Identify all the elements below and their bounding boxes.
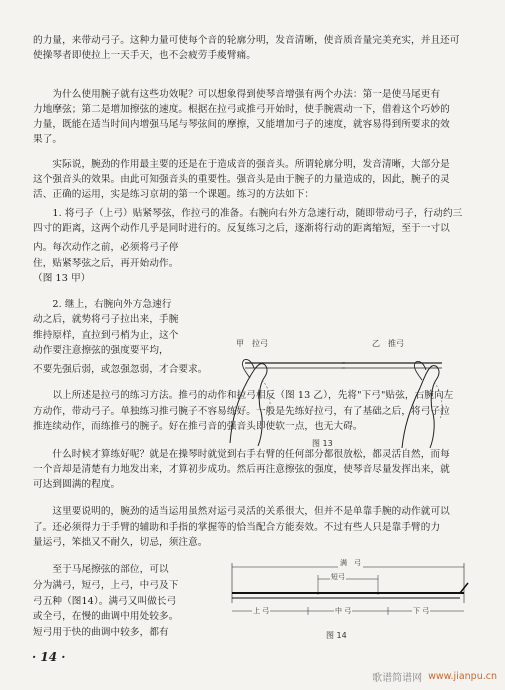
fig13-left-drawing xyxy=(220,348,350,458)
text-line: 推连续动作，而练推弓的腕子。好在推弓音的强音头即使软一点，也无大碍。 xyxy=(33,421,363,432)
finger-outline xyxy=(242,359,254,378)
text-line: 或全弓，在慢的曲调中用处较多。 xyxy=(33,611,179,622)
text-line: 方动作，带动弓子。单独练习推弓腕子不容易练好。一般是先练好拉弓，有了基础之后，将弓子拉 xyxy=(33,406,450,417)
text-line: 四寸的距离，这两个动作几乎是同时进行的。反复练习之后，逐渐将行动的距离缩短，至于一寸以 xyxy=(33,223,450,234)
fig14-label-full: 满 弓 xyxy=(340,559,361,567)
text-line: 实际说，腕劲的作用最主要的还是在于造成音的强音头。所谓轮廓分明，发音清晰，大部分是 xyxy=(33,159,450,170)
text-line: 这个强音头的效果。由此可知强音头的重要性。强音头是由于腕子的力量造成的，因此，腕子的灵 xyxy=(33,174,450,185)
text-line: 的力量，来带动弓子。这种力量可使每个音的轮廓分明，发音清晰，使音质音量完美充实，并且还可 xyxy=(33,35,460,46)
watermark-text: 歌谱简谱网 xyxy=(372,673,423,684)
text-line: 力量，既能在适当时间内增强马尾与琴弦间的摩擦，又能增加弓子的速度，就容易得到所要求的效 xyxy=(33,119,450,130)
text-line: 了。还必须得力于手臂的辅助和手指的掌握等的恰当配合方能奏效。不过有些人只是靠手臂的力 xyxy=(33,522,441,533)
text-line: 可达到圆满的程度。 xyxy=(33,479,121,490)
fig14-label-upper: 上 弓 xyxy=(253,607,270,615)
fig14-label-short: 短弓 xyxy=(331,573,345,581)
text-line: 短弓用于快的曲调中较多，都有 xyxy=(33,627,169,638)
fig14-label-lower: 下 弓 xyxy=(413,607,430,615)
text-line: 活、正确的运用，实是练习京胡的第一个课题。练习的方法如下： xyxy=(33,189,315,200)
fig13-left-label: 甲 拉弓 xyxy=(236,339,268,348)
text-line: 动作要注意擦弦的强度要平均， xyxy=(33,345,169,356)
text-line: 这里要说明的，腕劲的适当运用虽然对运弓灵活的关系很大，但并不是单靠手腕的动作就可以 xyxy=(33,506,450,517)
text-line: 内。每次动作之前，必须将弓子停 xyxy=(33,242,179,253)
text-line: （图 13 甲） xyxy=(33,273,91,284)
page-number: · 14 · xyxy=(32,650,66,664)
text-line: 维持原样，直拉到弓梢为止，这个 xyxy=(33,330,179,341)
fig13-right-label: 乙 推弓 xyxy=(372,339,404,348)
text-line: 果了。 xyxy=(33,134,63,145)
motion-path xyxy=(262,380,270,418)
text-line: 不要先强后弱，或忽强忽弱，才合要求。 xyxy=(33,364,208,375)
text-line: 住，贴紧琴弦之后，再开始动作。 xyxy=(33,258,179,269)
fig14-caption: 图 14 xyxy=(326,631,347,640)
text-line: 一个音却是清楚有力地发出来，才算初步成功。然后再注意擦弦的强度，使琴音尽量发挥出来，就 xyxy=(33,464,450,475)
text-line: 动之后，就势将弓子拉出来，手腕 xyxy=(33,314,179,325)
site-watermark xyxy=(372,669,497,684)
text-line: 1. 将弓子（上弓）贴紧琴弦，作拉弓的准备。右腕向右外方急速行动，随即带动弓子，行动约三 xyxy=(33,208,463,219)
fig14-label-middle: 中 弓 xyxy=(335,607,352,615)
text-line: 分为满弓，短弓，上弓，中弓及下 xyxy=(33,580,179,591)
text-line: 量运弓，笨拙又不耐久，切忌，须注意。 xyxy=(33,537,208,548)
motion-path xyxy=(434,382,442,420)
watermark-url: www.jianpu.cn xyxy=(428,671,497,682)
text-line: 弓五种（图14）。满弓又叫做长弓 xyxy=(33,596,177,607)
fig13-right-drawing xyxy=(342,348,472,458)
fig13-caption: 图 13 xyxy=(312,439,333,448)
text-line: 力地摩弦；第二是增加擦弦的速度。根据在拉弓或推弓开始时，使手腕震动一下，借着这个巧妙的 xyxy=(33,104,450,115)
text-line: 以上所述是拉弓的练习方法。推弓的动作和拉弓相反（图 13 乙），先将"下弓"贴弦，右腕向左 xyxy=(33,390,454,401)
text-line: 至于马尾擦弦的部位，可以 xyxy=(33,564,169,575)
text-line: 什么时候才算练好呢？就是在操琴时就觉到右手右臂的任何部分都很放松，都灵活自然，而每 xyxy=(33,449,450,460)
text-line: 使操琴者即使拉上一天手天，也不会疲劳手痠臂痛。 xyxy=(33,50,256,61)
text-line: 2. 继上，右腕向外方急速行 xyxy=(33,299,172,310)
text-line: 为什么使用腕子就有这些功效呢？可以想象得到使琴音增强有两个办法：第一是使马尾更有 xyxy=(33,89,441,100)
